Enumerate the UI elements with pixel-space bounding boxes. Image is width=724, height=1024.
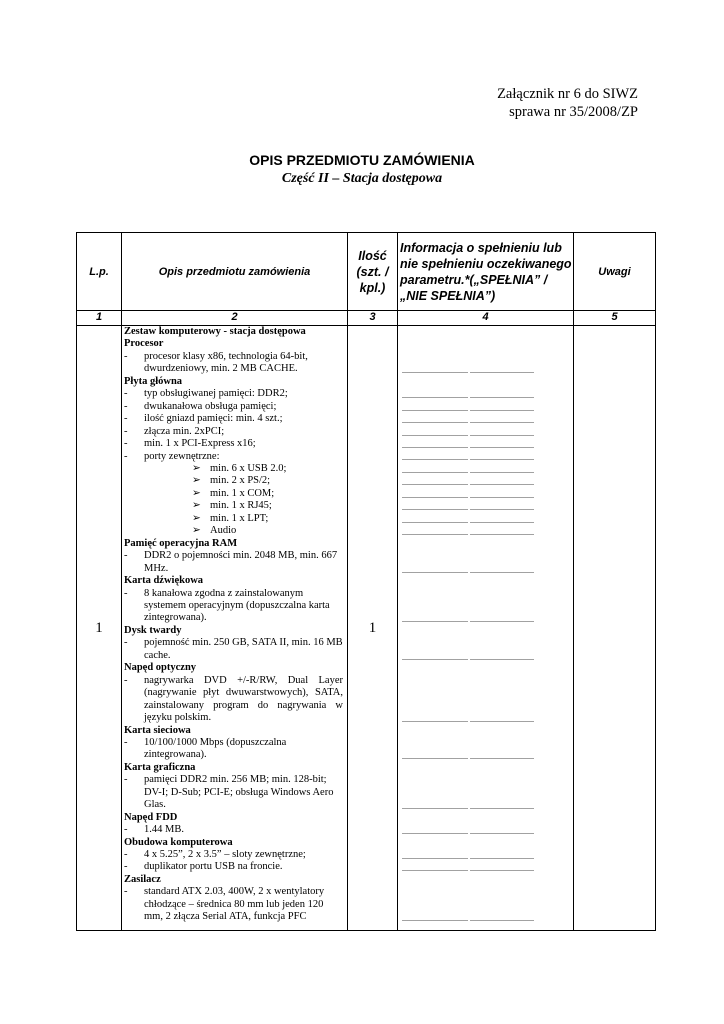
col-header-uwagi: Uwagi — [574, 233, 656, 311]
col-header-info: Informacja o spełnieniu lub nie spełnieniu oczekiwanego parametru.*(„SPEŁNIA” / „NIE SPEŁNIA”) — [398, 233, 574, 311]
col-number: 5 — [574, 311, 656, 326]
spec-item — [124, 861, 345, 873]
spec-item — [124, 824, 345, 836]
dash-bullet: - — [124, 861, 128, 873]
page-title: OPIS PRZEDMIOTU ZAMÓWIENIA — [249, 152, 475, 168]
answer-dotted-line[interactable]: ................................. ................................ — [402, 428, 534, 438]
spec-section-heading: Obudowa komputerowa — [124, 836, 233, 848]
spec-item-text: min. 1 x PCI-Express x16; — [144, 438, 256, 450]
spec-subitem-text: min. 2 x PS/2; — [210, 475, 271, 487]
dash-bullet: - — [124, 425, 128, 437]
arrow-bullet-icon: ➢ — [192, 500, 201, 512]
answer-dotted-line[interactable]: ................................. ................................ — [402, 478, 534, 488]
col-header-lp: L.p. — [77, 233, 122, 311]
spec-item — [124, 451, 345, 463]
spec-item-text: typ obsługiwanej pamięci: DDR2; — [144, 388, 288, 400]
arrow-bullet-icon: ➢ — [192, 525, 201, 537]
dash-bullet: - — [124, 849, 128, 861]
dash-bullet: - — [124, 388, 128, 400]
spec-section-heading: Karta sieciowa — [124, 724, 191, 736]
spec-item-text: DDR2 o pojemności min. 2048 MB, min. 667 MHz. — [144, 550, 338, 574]
arrow-bullet-icon: ➢ — [192, 487, 201, 499]
spec-section-heading: Pamięć operacyjna RAM — [124, 537, 238, 549]
answer-dotted-line[interactable]: ................................. ................................ — [402, 652, 534, 662]
spec-subitem — [124, 525, 345, 537]
spec-item — [124, 550, 345, 575]
spec-item — [124, 774, 345, 811]
spec-section-heading: Karta dźwiękowa — [124, 575, 204, 587]
arrow-bullet-icon: ➢ — [192, 475, 201, 487]
answer-dotted-line[interactable]: ................................. ................................ — [402, 864, 534, 874]
col-header-ilosc: Ilość (szt. / kpl.) — [348, 233, 398, 311]
spec-item-text: 4 x 5.25”, 2 x 3.5” – sloty zewnętrzne; — [144, 849, 306, 861]
spec-subitem-text: min. 1 x RJ45; — [210, 500, 272, 512]
dash-bullet: - — [124, 400, 128, 412]
spec-section-heading: Napęd optyczny — [124, 662, 197, 674]
spec-item-text: procesor klasy x86, technologia 64-bit, dwurdzeniowy, min. 2 MB CACHE. — [144, 350, 308, 375]
spec-item — [124, 886, 345, 923]
answer-dotted-line[interactable]: ................................. ................................ — [402, 914, 534, 924]
spec-subitem — [124, 500, 345, 512]
dash-bullet: - — [124, 637, 128, 649]
spec-section-heading: Płyta główna — [124, 375, 183, 387]
header-row — [77, 233, 656, 311]
answer-dotted-line[interactable]: ................................. ................................ — [402, 453, 534, 463]
arrow-bullet-icon: ➢ — [192, 462, 201, 474]
answer-dotted-line[interactable]: ................................. ................................ — [402, 851, 534, 861]
spec-item-text: ilość gniazd pamięci: min. 4 szt.; — [144, 413, 283, 425]
spec-item-text: nagrywarka DVD +/-R/RW, Dual Layer (nagrywanie płyt dwuwarstwowych), SATA, zainstalowany program do nagrywania w języku polskim. — [144, 674, 343, 724]
answer-dotted-line[interactable]: ................................. ................................ — [402, 416, 534, 426]
spec-item — [124, 351, 345, 376]
dash-bullet: - — [124, 350, 128, 362]
answer-dotted-line[interactable]: ................................. ................................ — [402, 515, 534, 525]
answer-dotted-line[interactable]: ................................. ................................ — [402, 465, 534, 475]
spec-subitem-text: min. 1 x LPT; — [210, 512, 269, 524]
answer-dotted-line[interactable]: ................................. ................................ — [402, 391, 534, 401]
answer-dotted-line[interactable]: ................................. ................................ — [402, 565, 534, 575]
row-lp: 1 — [77, 326, 122, 931]
spec-subitem — [124, 463, 345, 475]
answer-dotted-line[interactable]: ................................. ................................ — [402, 528, 534, 538]
row-description — [122, 326, 348, 931]
spec-item-text: porty zewnętrzne: — [144, 450, 220, 462]
col-number: 2 — [122, 311, 348, 326]
dash-bullet: - — [124, 886, 128, 898]
dash-bullet: - — [124, 736, 128, 748]
attachment-label: Załącznik nr 6 do SIWZ — [497, 86, 638, 102]
spec-section-heading: Napęd FDD — [124, 811, 178, 823]
spec-subitem — [124, 488, 345, 500]
dash-bullet: - — [124, 413, 128, 425]
answer-dotted-line[interactable]: ................................. ................................ — [402, 503, 534, 513]
spec-section-heading: Dysk twardy — [124, 624, 182, 636]
spec-item — [124, 413, 345, 425]
row-compliance-info — [398, 326, 574, 931]
spec-item — [124, 401, 345, 413]
spec-subitem — [124, 513, 345, 525]
page-subtitle: Część II – Stacja dostępowa — [281, 171, 443, 186]
answer-dotted-line[interactable]: ................................. ................................ — [402, 802, 534, 812]
answer-dotted-line[interactable]: ................................. ................................ — [402, 366, 534, 376]
answer-dotted-line[interactable]: ................................. ................................ — [402, 715, 534, 724]
spec-item — [124, 675, 345, 725]
spec-item-text: 1.44 MB. — [144, 824, 184, 836]
dash-bullet: - — [124, 774, 128, 786]
row-remarks — [574, 326, 656, 931]
answer-dotted-line[interactable]: ................................. ................................ — [402, 441, 534, 451]
spec-section-heading: Zasilacz — [124, 873, 161, 885]
spec-item — [124, 637, 345, 662]
spec-section-heading: Zestaw komputerowy - stacja dostępowa — [124, 326, 306, 337]
row-quantity: 1 — [348, 326, 398, 931]
spec-item-text: pamięci DDR2 min. 256 MB; min. 128-bit; DV-I; D-Sub; PCI-E; obsługa Windows Aero Glas. — [144, 774, 334, 811]
dash-bullet: - — [124, 450, 128, 462]
spec-item-text: 8 kanałowa zgodna z zainstalowanym systemem operacyjnym (dopuszczalna karta zintegrowana). — [144, 587, 330, 624]
spec-section-heading: Procesor — [124, 338, 164, 350]
spec-item-text: 10/100/1000 Mbps (dopuszczalna zintegrowana). — [144, 736, 287, 761]
spec-item — [124, 737, 345, 762]
spec-item-text: duplikator portu USB na froncie. — [144, 861, 283, 873]
case-number: sprawa nr 35/2008/ZP — [509, 104, 638, 120]
spec-item-text: dwukanałowa obsługa pamięci; — [144, 400, 277, 412]
answer-dotted-line[interactable]: ................................. ................................ — [402, 827, 534, 837]
dash-bullet: - — [124, 438, 128, 450]
col-number: 1 — [77, 311, 122, 326]
document-header — [497, 85, 638, 121]
spec-item — [124, 849, 345, 861]
answer-dotted-line[interactable]: ................................. ................................ — [402, 403, 534, 413]
answer-dotted-line[interactable]: ................................. ................................ — [402, 752, 534, 762]
spec-item — [124, 426, 345, 438]
col-number: 4 — [398, 311, 574, 326]
arrow-bullet-icon: ➢ — [192, 512, 201, 524]
dash-bullet: - — [124, 550, 128, 562]
spec-item-text: standard ATX 2.03, 400W, 2 x wentylatory chłodzące – średnica 80 mm lub jeden 120 mm, 2 złącza Serial ATA, funkcja PFC — [144, 886, 325, 923]
column-number-row — [77, 311, 656, 326]
dash-bullet: - — [124, 587, 128, 599]
spec-item-text: złącza min. 2xPCI; — [144, 425, 225, 437]
spec-item-text: pojemność min. 250 GB, SATA II, min. 16 MB cache. — [144, 637, 343, 661]
table-row — [77, 326, 656, 931]
col-number: 3 — [348, 311, 398, 326]
answer-dotted-line[interactable]: ................................. ................................ — [402, 490, 534, 500]
spec-subitem-text: min. 6 x USB 2.0; — [210, 462, 287, 474]
spec-subitem — [124, 475, 345, 487]
spec-item — [124, 438, 345, 450]
spec-item — [124, 588, 345, 625]
dash-bullet: - — [124, 824, 128, 836]
spec-subitem-text: Audio — [210, 525, 237, 537]
spec-table — [76, 232, 656, 931]
spec-item — [124, 388, 345, 400]
spec-section-heading: Karta graficzna — [124, 761, 196, 773]
spec-subitem-text: min. 1 x COM; — [210, 487, 275, 499]
dash-bullet: - — [124, 674, 128, 686]
col-header-opis: Opis przedmiotu zamówienia — [122, 233, 348, 311]
answer-dotted-line[interactable]: ................................. ................................ — [402, 615, 534, 625]
